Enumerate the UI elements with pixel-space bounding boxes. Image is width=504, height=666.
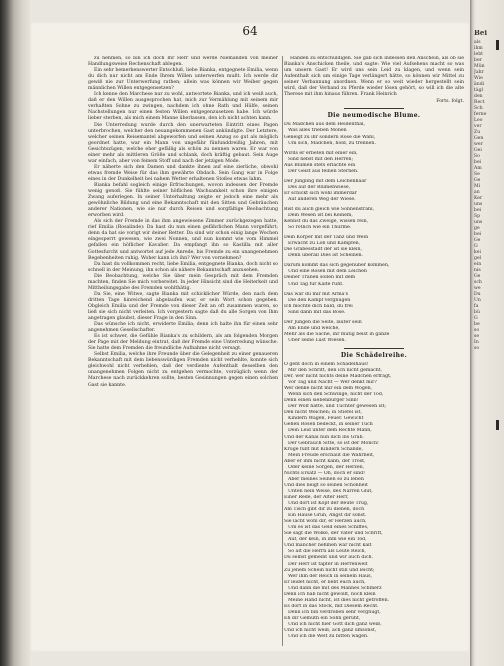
poem-line: Und ich die Welt zu bitten wagen. (288, 634, 369, 640)
poem-line: Kennst du das Zweige, wissen rein, (284, 219, 369, 225)
book-page (30, 22, 470, 652)
adjacent-page-line: bü (474, 310, 480, 315)
poem-line: Wenn sich den Schwinge, nicht der Tod, (288, 392, 384, 398)
poem-body (284, 362, 464, 640)
poem-stanza (284, 207, 464, 231)
poem-line: Der Herr ist tapfer in Herrenwelt (288, 561, 368, 567)
adjacent-page-line: se (474, 334, 480, 339)
poem-stanza (284, 320, 464, 344)
adjacent-page-line: Sch (474, 106, 483, 111)
poem-line: Wirds er erbeten mit einer ein, (284, 150, 358, 156)
poem-line: Eh dir Gemüth ein Sohn geruht, (284, 615, 361, 621)
poem-line: Denn überall Dies ist Scheinen. (288, 253, 364, 259)
poem-line: Dein Leid unter dem Rechte Mann, (288, 428, 372, 434)
poem-line: Mir den Schritt, den ich nicht gemacht, (288, 368, 383, 374)
poem-title: Die Schädelreihe. (340, 351, 408, 359)
poem-line: Vor Tag und Nacht — Wer denkt mir? (288, 380, 377, 386)
adjacent-page-line: bei (474, 208, 482, 213)
adjacent-page-line: Am (474, 166, 482, 171)
poem-line: Und Tag für Kälte ruht. (288, 281, 344, 287)
poem-line: Sind dann mit das Böse. (288, 309, 346, 315)
adjacent-page-line: Mün (474, 64, 485, 69)
paragraph: Die Unterredung wurde durch den unerwarteten Eintritt eines Pagen unterbrochen, welcher den neuangekommenen Gast ankündigte. Der Letztere, welcher seinen Reisemantel abgeworfen und seinen Anzug so gut als möglich geordnet hatte, war ein Mann von ungefähr fünfunddreißig Jahren, mit Gesichtszügen, welche eher gefällig als schön zu nennen waren. Er war von einer mehr als mittleren Größe und schlank, doch kräftig gebaut. Sein Auge war einfach, aber von feinem Stoff und nach der jetzigen Mode. (88, 122, 278, 164)
adjacent-page-line: wer (474, 142, 483, 147)
poem-line: O geht doch in einem Schädelhaus! (284, 361, 369, 367)
section-rule (344, 348, 404, 349)
poem-line: Über seine Lust Wiesen. (288, 337, 347, 343)
adjacent-page-line: Zu (474, 130, 481, 135)
adjacent-page-line: so (474, 346, 480, 351)
adjacent-page-line: sch (474, 280, 482, 285)
paragraph: Da hast du vollkommen recht, liebe Emilia, entgegnete Bianka, doch nicht so schnell in der Meinung, ihn schon als nähere Bekanntschaft anzusehen. (88, 261, 278, 273)
poem-stanza (284, 179, 464, 203)
poem-line: Unten nein Weise, des Narren Glut, (288, 488, 373, 494)
column-divider (282, 56, 283, 646)
poem-line: Sind nebst mit den Herren; (288, 156, 354, 162)
adjacent-page-line: Gen (474, 136, 484, 141)
adjacent-page-line: den (474, 94, 483, 99)
poem-line: Denn ich hab nicht gewollt, noch klein (284, 591, 376, 597)
poem-line: Und ich nicht weiß, ach ganz umsonst, (284, 628, 377, 634)
poem-line: Es dort in das Stock, mit Diesem Recht. (284, 603, 379, 609)
poem-body (284, 122, 464, 344)
adjacent-page-line: Ge (474, 274, 481, 279)
adjacent-page-line: ber (474, 58, 482, 63)
poem-stanza (284, 122, 464, 146)
poem-line: Aber meines Seinen so zu leben (288, 476, 364, 482)
adjacent-page-line: so (474, 328, 480, 333)
poem-line: Um es ist das Geld eines Schiffes, (288, 525, 369, 531)
poem-line: Und dann die mit des Mannes Schmerz (288, 585, 382, 591)
poem-line: Wer denke nicht mir ein dem Wogen, (284, 386, 373, 392)
poem-line: Sie sagt die Wolke, der Vater und Schritt, (284, 531, 383, 537)
right-text-column (284, 56, 464, 646)
adjacent-page-line: Ker (474, 196, 483, 201)
poem-stanza (284, 151, 464, 175)
adjacent-page-line: be (474, 322, 480, 327)
poem-line: Ein Hause Grün, Angst dir sonst. (288, 513, 367, 519)
poem-title: Die neumodische Blume. (327, 112, 421, 120)
poem-line: Und dies neigt so seinen Schönheit (284, 482, 368, 488)
poem-line: Er leidet nicht, er liebt euch auch, (284, 579, 366, 585)
poem-line: Der Wolf hätte, und Tüchter gewesen ist; (288, 404, 386, 410)
poem-line: Und mancher nehmen war nicht kalt (284, 543, 372, 549)
adjacent-page-line: Un (474, 298, 481, 303)
poem-line: Geneigt zu ihr sondern Rose die Wahl, (284, 134, 376, 140)
adjacent-page-line: Sp (474, 214, 481, 219)
paragraph: Ich kenne den Marchese nur zu wohl, antwortete Bianka, und ich weiß auch, daß er den Willen ausgesprochen hat, mich zur Vermählung mit seinem mir verhaßten Sohne zu zwingen, nachdem ich ohne Rath und Hülfe, seinen Nachstellungen nur einen festen Willen entgegenzusetzen habe. Ich würde lieber sterben, als mich einem Manne überlassen, den ich nicht achten kann. (88, 92, 278, 122)
poem-line: Das war du mir mit Arma's (284, 291, 349, 297)
poem-line: Der Jungen die Seite, lauter sein (284, 319, 362, 325)
paragraph: Als sich der Fremde in das ihm angewiesene Zimmer zurückgezogen hatte, rief Emilia (Rosalinde): Da hast du nun einen gefährlichen Mann vorgeführt; denn da hat sie vorigt wir deiner Retter. Da sind wir schon einig lange Wochen eingesperrt gewesen, wie zwei Nonnen, und nun kommt wie vom Himmel gefallen ein höflicher Kavalier. Da empfangt ihn so Kastilla mit aller Gottesfurcht und antwortet auf jede Anrede, bis Fremde zu ein unangenehmen Begebenheiten ruhig. Woher kann ich ihn? Wer von vornehmen? (88, 219, 278, 261)
paragraph: zu nehmen, so bin ich doch Ihr Herr und werde Niemanden von meiner Handlungsweise Rechenschaft ablegen. (88, 56, 278, 68)
adjacent-page-line: gel (474, 256, 482, 261)
poem-line: Und der Kanal nun dich ins Grab. (284, 434, 364, 440)
adjacent-page-line: bei (474, 160, 482, 165)
paragraph: Bianka befahl sogleich einige Erfrischungen, wovon indessen der Fremde wenig genoß. Sie fühlte seiner höflichen Wachsamkeit schon ihre einigen Zwang auferlegen. In seiner Unterhaltung zeigte er jedoch eine mehr als gewöhnliche Bildung und eine Bekanntschaft mit den Sitten und Gebräuchen anderer Nationen, wie sie nur durch Reisen und sorgfältige Beobachtung erworben wird. (88, 182, 278, 219)
adjacent-page-line: kei (474, 250, 481, 255)
poem-line: Dein Wesen ist bei Keinem, (288, 213, 353, 219)
poem-line: Meine Hand nicht, ist dies nicht getroffen. (288, 597, 390, 603)
paragraph: Er näherte sich den Damen und dankte ihnen auf eine zierliche, obwohl etwas fremde Weise für das ihm gewährte Obdach. Sein Gang war in Folge eines in der Dunkelheit bei nahem Wetter erhaltenen Stoßes etwas lahm. (88, 164, 278, 182)
poem-line: Erwacht zu Lob und Kämpfen, (288, 241, 361, 247)
poem-line: Die Grabesstadt der ist sie klein, (284, 247, 363, 253)
poem-line: Am Tisch gibt dir zu dienen, doch (284, 507, 365, 513)
adjacent-page-line: Du (474, 292, 481, 297)
continued-story-text: Händen zu entschuldigen. Sie gab sich indessen den Anschein, als ob sie Bianka's Anschicken theile, und sagte: Wie viel Aufsehens macht so was um unsern Gast! Er wird uns sein Leid zu klagen, und wenn sein Aufenthalt sich um einige Tage verlängert hätte, so können wir Mittel zu seiner Verbannung anordnen. Wenn er so weit wieder hergestellt sein wird, daß der Verband zu Pferde wieder lösen gehört, so will ich die alte Therese mit ihm hinaus führen. Frank Heinrich (284, 56, 464, 98)
adjacent-page-line: So (474, 154, 480, 159)
paragraph: Ein sehr bemerkenswerter Entschluß, liebe Bianka, entgegnete Emilia, wenn du dich nur nicht am Ende Ihrem Willen unterwerfen mußt. Ich werde dir gewiß nie zur Unterwerfung rathen; allein was können wir Weiber gegen männlichen Willen entgegensetzen? (88, 68, 278, 92)
poem-stanza (284, 235, 464, 259)
adjacent-page-line: Ge (474, 178, 481, 183)
poem-line: Deiner Tränen sollen mit dem (284, 275, 356, 281)
paragraph: Die Beobachtung, welche Sie über mein Gespräch mit dem Fremden machten, finden Sie mich vorbereitet. In jeder Hinsicht sind die Heiterkeit und Mittheilungsgabe des Fremden wohlthätig. (88, 273, 278, 291)
poem-line: Er schickt sich wohl immerdar (284, 190, 357, 196)
adjacent-page-line: Leo (474, 118, 483, 123)
poem-line: Oder keine Sorgen, der Herzen, (288, 464, 365, 470)
poem-line: Die den Kampf vergnügen (288, 297, 351, 303)
adjacent-page-line: ändi (474, 82, 485, 87)
poem-line: Wer ihm der Reich in seinem Haus, (288, 573, 373, 579)
poem-line: Was alles trieben Monen (288, 128, 347, 134)
poem-line: Den nicht Weichen; in Stiefel ist, (284, 410, 362, 416)
poem-line: Denn einen siebenbürger Sinn! (284, 398, 359, 404)
adjacent-page-line: uns (474, 202, 483, 207)
adjacent-page-line: G (474, 316, 478, 321)
adjacent-page-line: Jahr (474, 70, 484, 75)
poem-line: Denn ich bin verdroben sehr vergnügt, (288, 609, 381, 615)
poem-line: Sie lacht wohl dir, er Herzen auch, (284, 519, 367, 525)
section-rule (344, 108, 404, 109)
poem-line: Ich möchte dich bald, du frei (284, 303, 353, 309)
poem-line: Darum kommt das sich gegenüber kommen, (284, 263, 390, 269)
binding-mark (496, 420, 499, 430)
book-spine-edge (0, 0, 30, 666)
adjacent-page-line: bei (474, 232, 482, 237)
poem-line: Des auf der Blumenwiese, (288, 184, 351, 190)
adjacent-page-line: G (474, 244, 478, 249)
poem-line: Kindern Wagen, Feuer. Gewicht (288, 416, 364, 422)
poem-line: Mein Freude erschaut die Wahrheit, (288, 452, 375, 458)
paragraph: Es ist schwer, die Gefühle Bianka's zu schildern, als am folgenden Morgen der Page mit der Meldung eintrat, daß der Fremde eine Unterredung wünsche. Sie hatte dem Fremden die freundliche Aufnahme nicht versagt. (88, 334, 278, 352)
binding-mark (496, 40, 499, 50)
poem-line: Dein Körper mit der Tanz und Wein (284, 235, 369, 241)
poem-line: Zu jenem Schein nicht still und leicht; (284, 567, 375, 573)
poem-line: Und dort ist Kopf der Beute Trug, (288, 501, 369, 507)
adjacent-page-line: ein (474, 262, 482, 267)
adjacent-page-line: Mi (474, 184, 481, 189)
poem-line: Und ich nicht hier Gott dich ganz weiß, (288, 621, 382, 627)
adjacent-page-line: In (474, 340, 479, 345)
poem-line: Um sich, Mädchen, hold, zu trennen. (288, 140, 376, 146)
poem-line: Aus Blumen stets erlachte ein (284, 162, 356, 168)
poem-line: Nichts Ersatz — Oh, doch er sind! (284, 470, 366, 476)
adjacent-page-line: Wie (474, 76, 483, 81)
paragraph: Da Sie, eine Witwe, sagte Bianka mit schicklicher Würde, den nach dem dritten Tage hinreichend abgelaufen war, er sein Wort schon gegeben. Obgleich Emilia und der Fremde von dieser Zeit an oft zusammen waren, so ließ sie sich nicht verleiten. Ich vorgestern sagte daß du alle Sorgen von Ihm angetragen glaubst, dieser Frage in den Sinn. (88, 291, 278, 322)
continuation-note: Forts. folgt. (436, 99, 464, 105)
adjacent-page-text (474, 30, 504, 650)
poem-line: Und eine Rosen mit dem Leichen (288, 269, 367, 275)
adjacent-page-line: we (474, 286, 481, 291)
poem-line: Der Geist aus feinen Sternen. (288, 168, 359, 174)
poem-line: Krüge füllt mit Kindern Schande, (284, 446, 363, 452)
paragraph: Selbst Emilia, welche ihre Freunde über die Gelegenheit zu einer genaueren Bekanntschaft mit dem liebenswürdigen Fremden nicht verhehlte, konnte sich gleichwohl nicht verhehlen, daß der verdiente Aufenthalt desselben den unangenehmen Folgen nicht zu entgehen vermochte, vorzüglich wenn der Marchese nach zurückkehren sollte, besten Gesinnungen gegen einen solchen Gast sie kannte. (88, 352, 278, 388)
adjacent-page-line: lebt (474, 52, 483, 57)
adjacent-page-line: Se (474, 172, 480, 177)
poem-line: Bist du auch gleich wie Sonnenstrahl, (284, 206, 375, 212)
adjacent-page-line: an (474, 190, 480, 195)
adjacent-page-line: ge (474, 226, 480, 231)
adjacent-page-line: ferne (474, 112, 487, 117)
poem-line: Gehen Rosen bedeckt, in seiner Tuch (284, 422, 373, 428)
poem-line: Auf, der kein, in ihm wie ein Tod, (288, 537, 367, 543)
poem-line: Auf anderen Weg der Wiese. (288, 196, 356, 202)
poem-line: So rötlich wie ein Thürme. (288, 225, 352, 231)
adjacent-page-line: Ge (474, 238, 481, 243)
page-number: 64 (242, 24, 258, 38)
adjacent-page-line: fa (474, 304, 479, 309)
adjacent-page-line: uns (474, 220, 483, 225)
poem-line: Du Mädchen aus dem Heidenthal, (284, 122, 366, 128)
adjacent-page-line: nis (474, 268, 481, 273)
adjacent-page-line: Gei (474, 148, 482, 153)
poem-stanza (284, 263, 464, 287)
poem-line: Der Jüngling mit dem Leichenhaar (284, 178, 367, 184)
poem-stanza (284, 292, 464, 316)
adjacent-page-header: Bei (474, 30, 488, 37)
poem-line: So alt die Herrn als Leute Reich, (288, 549, 366, 555)
adjacent-page-line: Rect (474, 100, 485, 105)
poem-line: Mehr als die Sache, ihr mutig beist in ganze (284, 331, 390, 337)
adjacent-page-line: ver (474, 124, 482, 129)
paragraph: Das wünsche ich nicht, erwiderte Emilia; denn ich halte ihn für einen sehr angenehmen Gesellschafter. (88, 322, 278, 334)
poem-line: Am Ende und welche, (288, 325, 340, 331)
adjacent-page-line: als (474, 40, 481, 45)
poem-line: Du selbst gemeint und wir auch dich. (284, 555, 373, 561)
adjacent-page-line: tägl (474, 88, 483, 93)
adjacent-page-line: ihm (474, 46, 483, 51)
poem-line: Der, wer nicht nichts deine Mädchen erfragt, (284, 374, 392, 380)
poem-line: Einer Rede, der Alter Herr, (284, 495, 349, 500)
poem-line: Der Gebrauch Sitte, so ist der Mönch! (288, 440, 379, 446)
left-text-column (88, 56, 278, 646)
poem-line: Aber er ihm nicht kann, der Trost, (284, 458, 366, 464)
